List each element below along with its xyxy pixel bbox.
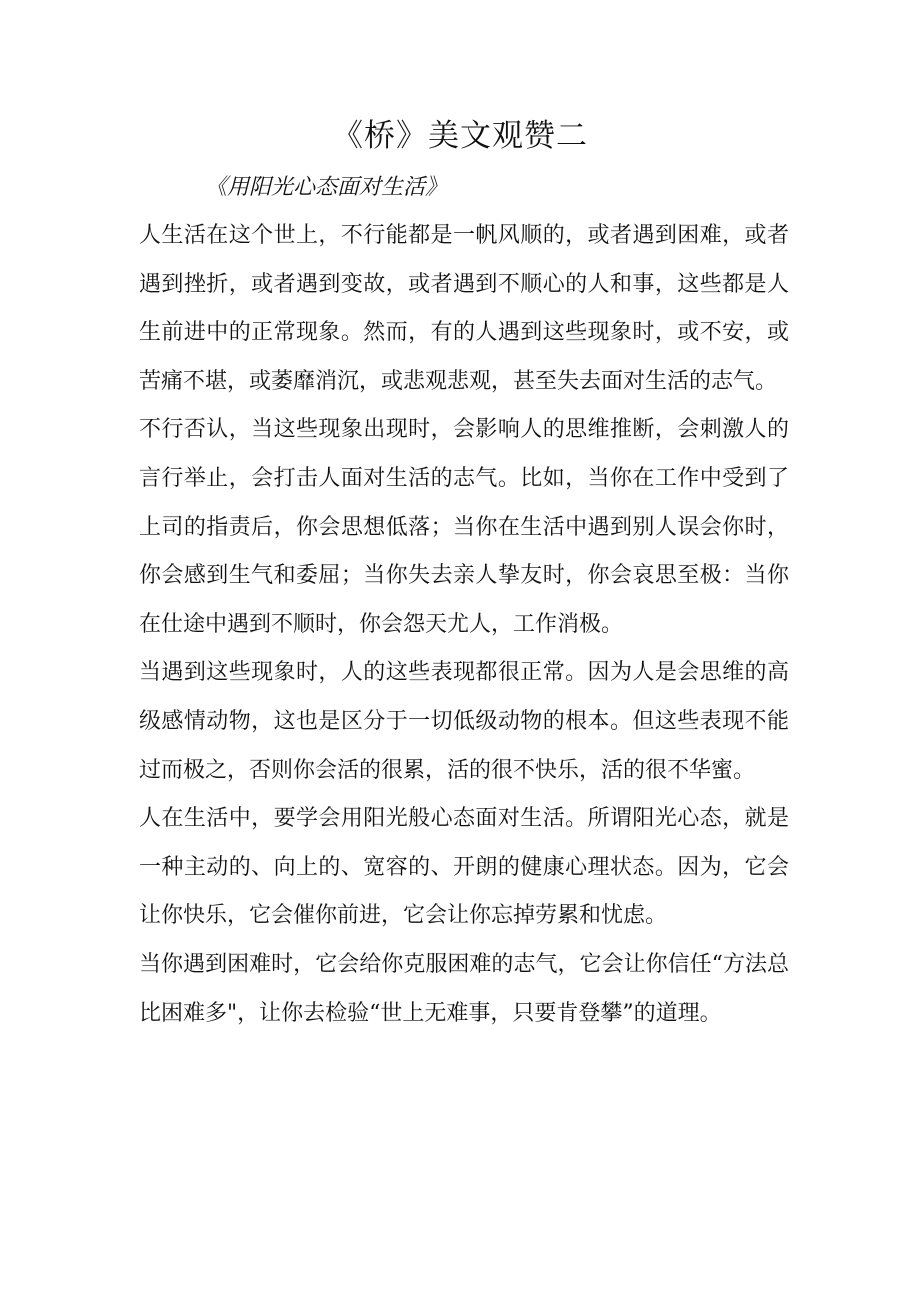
paragraph-3: 当遇到这些现象时，人的这些表现都很正常。因为人是会思维的高级感情动物，这也是区分于一切低级动物的根本。但这些表现不能过而极之，否则你会活的很累，活的很不快乐，活的很不华蜜。 [139, 660, 789, 783]
document-body [139, 212, 789, 1038]
paragraph-5: 当你遇到困难时，它会给你克服困难的志气，它会让你信任“方法总比困难多"，让你去检验“世上无难事，只要肯登攀”的道理。 [139, 951, 789, 1026]
paragraph-1: 人生活在这个世上，不行能都是一帆风顺的，或者遇到困难，或者遇到挫折，或者遇到变故，或者遇到不顺心的人和事，这些都是人生前进中的正常现象。然而，有的人遇到这些现象时，或不安，或苦痛不堪，或萎靡消沉，或悲观悲观，甚至失去面对生活的志气。 [139, 223, 789, 394]
document-subtitle: 《用阳光心态面对生活》 [205, 175, 448, 200]
paragraph-4: 人在生活中，要学会用阳光般心态面对生活。所谓阳光心态，就是一种主动的、向上的、宽容的、开朗的健康心理状态。因为，它会让你快乐，它会催你前进，它会让你忘掉劳累和忧虑。 [139, 806, 789, 929]
paragraph-2: 不行否认，当这些现象出现时，会影响人的思维推断，会刺激人的言行举止，会打击人面对生活的志气。比如，当你在工作中受到了上司的指责后，你会思想低落；当你在生活中遇到别人误会你时，你会感到生气和委屈；当你失去亲人挚友时，你会哀思至极：当你在仕途中遇到不顺时，你会怨天尤人，工作消极。 [139, 417, 789, 637]
document-title: 《桥》美文观赞二 [332, 118, 588, 154]
